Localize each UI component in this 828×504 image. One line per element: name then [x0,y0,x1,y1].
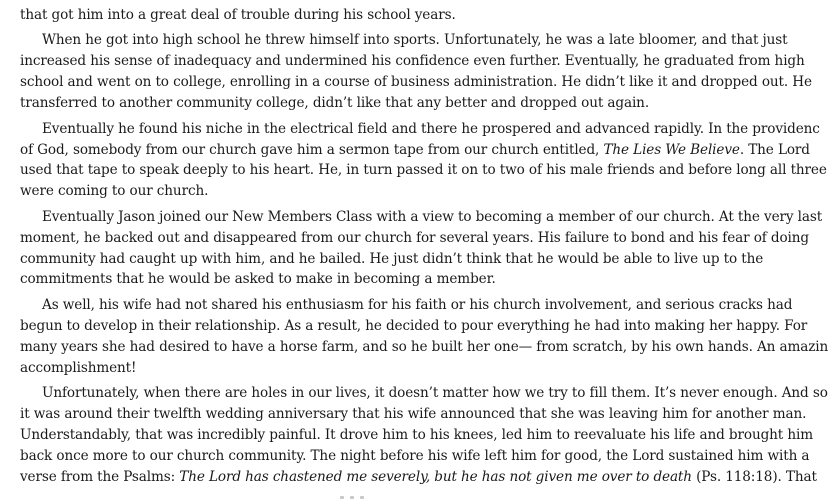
italic-title: The Lord has chastened me severely, but he has not given me over to death [179,468,692,485]
footer-dot [340,496,344,499]
text-line [20,249,764,270]
text-line [20,295,793,316]
text-line [20,467,817,488]
text-line [20,383,828,404]
text-segment: Understandably, that was incredibly painful. It drove him to his knees, led him to reevaluate his life and brought him [20,426,813,443]
page-footer-mark [340,486,400,492]
text-segment: it was around their twelfth wedding anniversary that his wife announced that she was leaving him for another man. [20,406,807,422]
text-segment: Eventually Jason joined our New Members Class with a view to becoming a member of our church. At the very last [42,208,823,225]
text-line [20,160,827,181]
text-segment: community had caught up with him, and he bailed. He just didn’t think that he would be able to live up to the [20,250,764,267]
paragraph-p5 [20,383,828,487]
text-segment: verse from the Psalms: [20,468,180,485]
document-page [20,5,828,492]
text-line [20,93,760,114]
text-segment: were coming to our church. [20,183,209,200]
text-line [20,404,807,425]
text-segment: back once more to our church community. The night before his wife left him for good, the Lord sustained him with a [20,447,810,464]
text-line [20,51,805,72]
text-segment: school and went on to college, enrolling in a course of business administration. He didn’t like it and dropped out. He [20,74,812,91]
paragraph-p2 [20,119,827,203]
text-segment: (Ps. 118:18). That [691,468,817,485]
text-segment: accomplishment! [20,359,137,376]
text-segment: begun to develop in their relationship. As a result, he decided to pour everything he had into making her happy. For [20,317,808,334]
text-line [20,5,760,26]
text-line [20,228,809,249]
footer-dot [360,496,364,499]
text-segment: transferred to another community college, didn’t like that any better and dropped out again. [20,95,650,112]
text-segment: many years she had desired to have a horse farm, and so he built her one— from scratch, by his own hands. An amazin [20,338,828,355]
paragraph-p0 [20,5,760,26]
text-line [20,269,760,290]
text-line [20,119,820,140]
text-segment: commitments that he would be asked to make in becoming a member. [20,271,496,288]
text-segment: used that tape to speak deeply to his heart. He, in turn passed it on to two of his male friends and before long all three [20,162,827,179]
text-segment: As well, his wife had not shared his enthusiasm for his faith or his church involvement, and serious cracks had [42,296,793,313]
text-line [20,358,760,379]
text-line [20,140,810,161]
text-line [20,337,828,358]
text-segment: of God, somebody from our church gave him a sermon tape from our church entitled, [20,141,604,158]
text-segment: When he got into high school he threw himself into sports. Unfortunately, he was a late bloomer, and that just [42,32,788,49]
text-line [20,425,813,446]
text-segment: . The Lord [739,141,810,158]
text-line [20,181,760,202]
paragraph-p1 [20,30,812,114]
italic-title: The Lies We Believe [603,141,740,158]
paragraph-p4 [20,295,828,379]
text-line [20,72,812,93]
text-segment: that got him into a great deal of trouble during his school years. [20,7,456,23]
text-segment: Unfortunately, when there are holes in our lives, it doesn’t matter how we try to fill them. It’s never enough. And so [42,385,828,402]
paragraph-p3 [20,207,823,291]
text-line [20,207,823,228]
text-line [20,30,788,51]
text-line [20,316,808,337]
footer-dot [350,496,354,499]
text-segment: moment, he backed out and disappeared from our church for several years. His failure to bond and his fear of doing [20,229,809,246]
text-segment: Eventually he found his niche in the electrical field and there he prospered and advanced rapidly. In the providenc [42,120,820,137]
text-segment: increased his sense of inadequacy and undermined his confidence even further. Eventually, he graduated from high [20,53,805,70]
text-line [20,446,810,467]
